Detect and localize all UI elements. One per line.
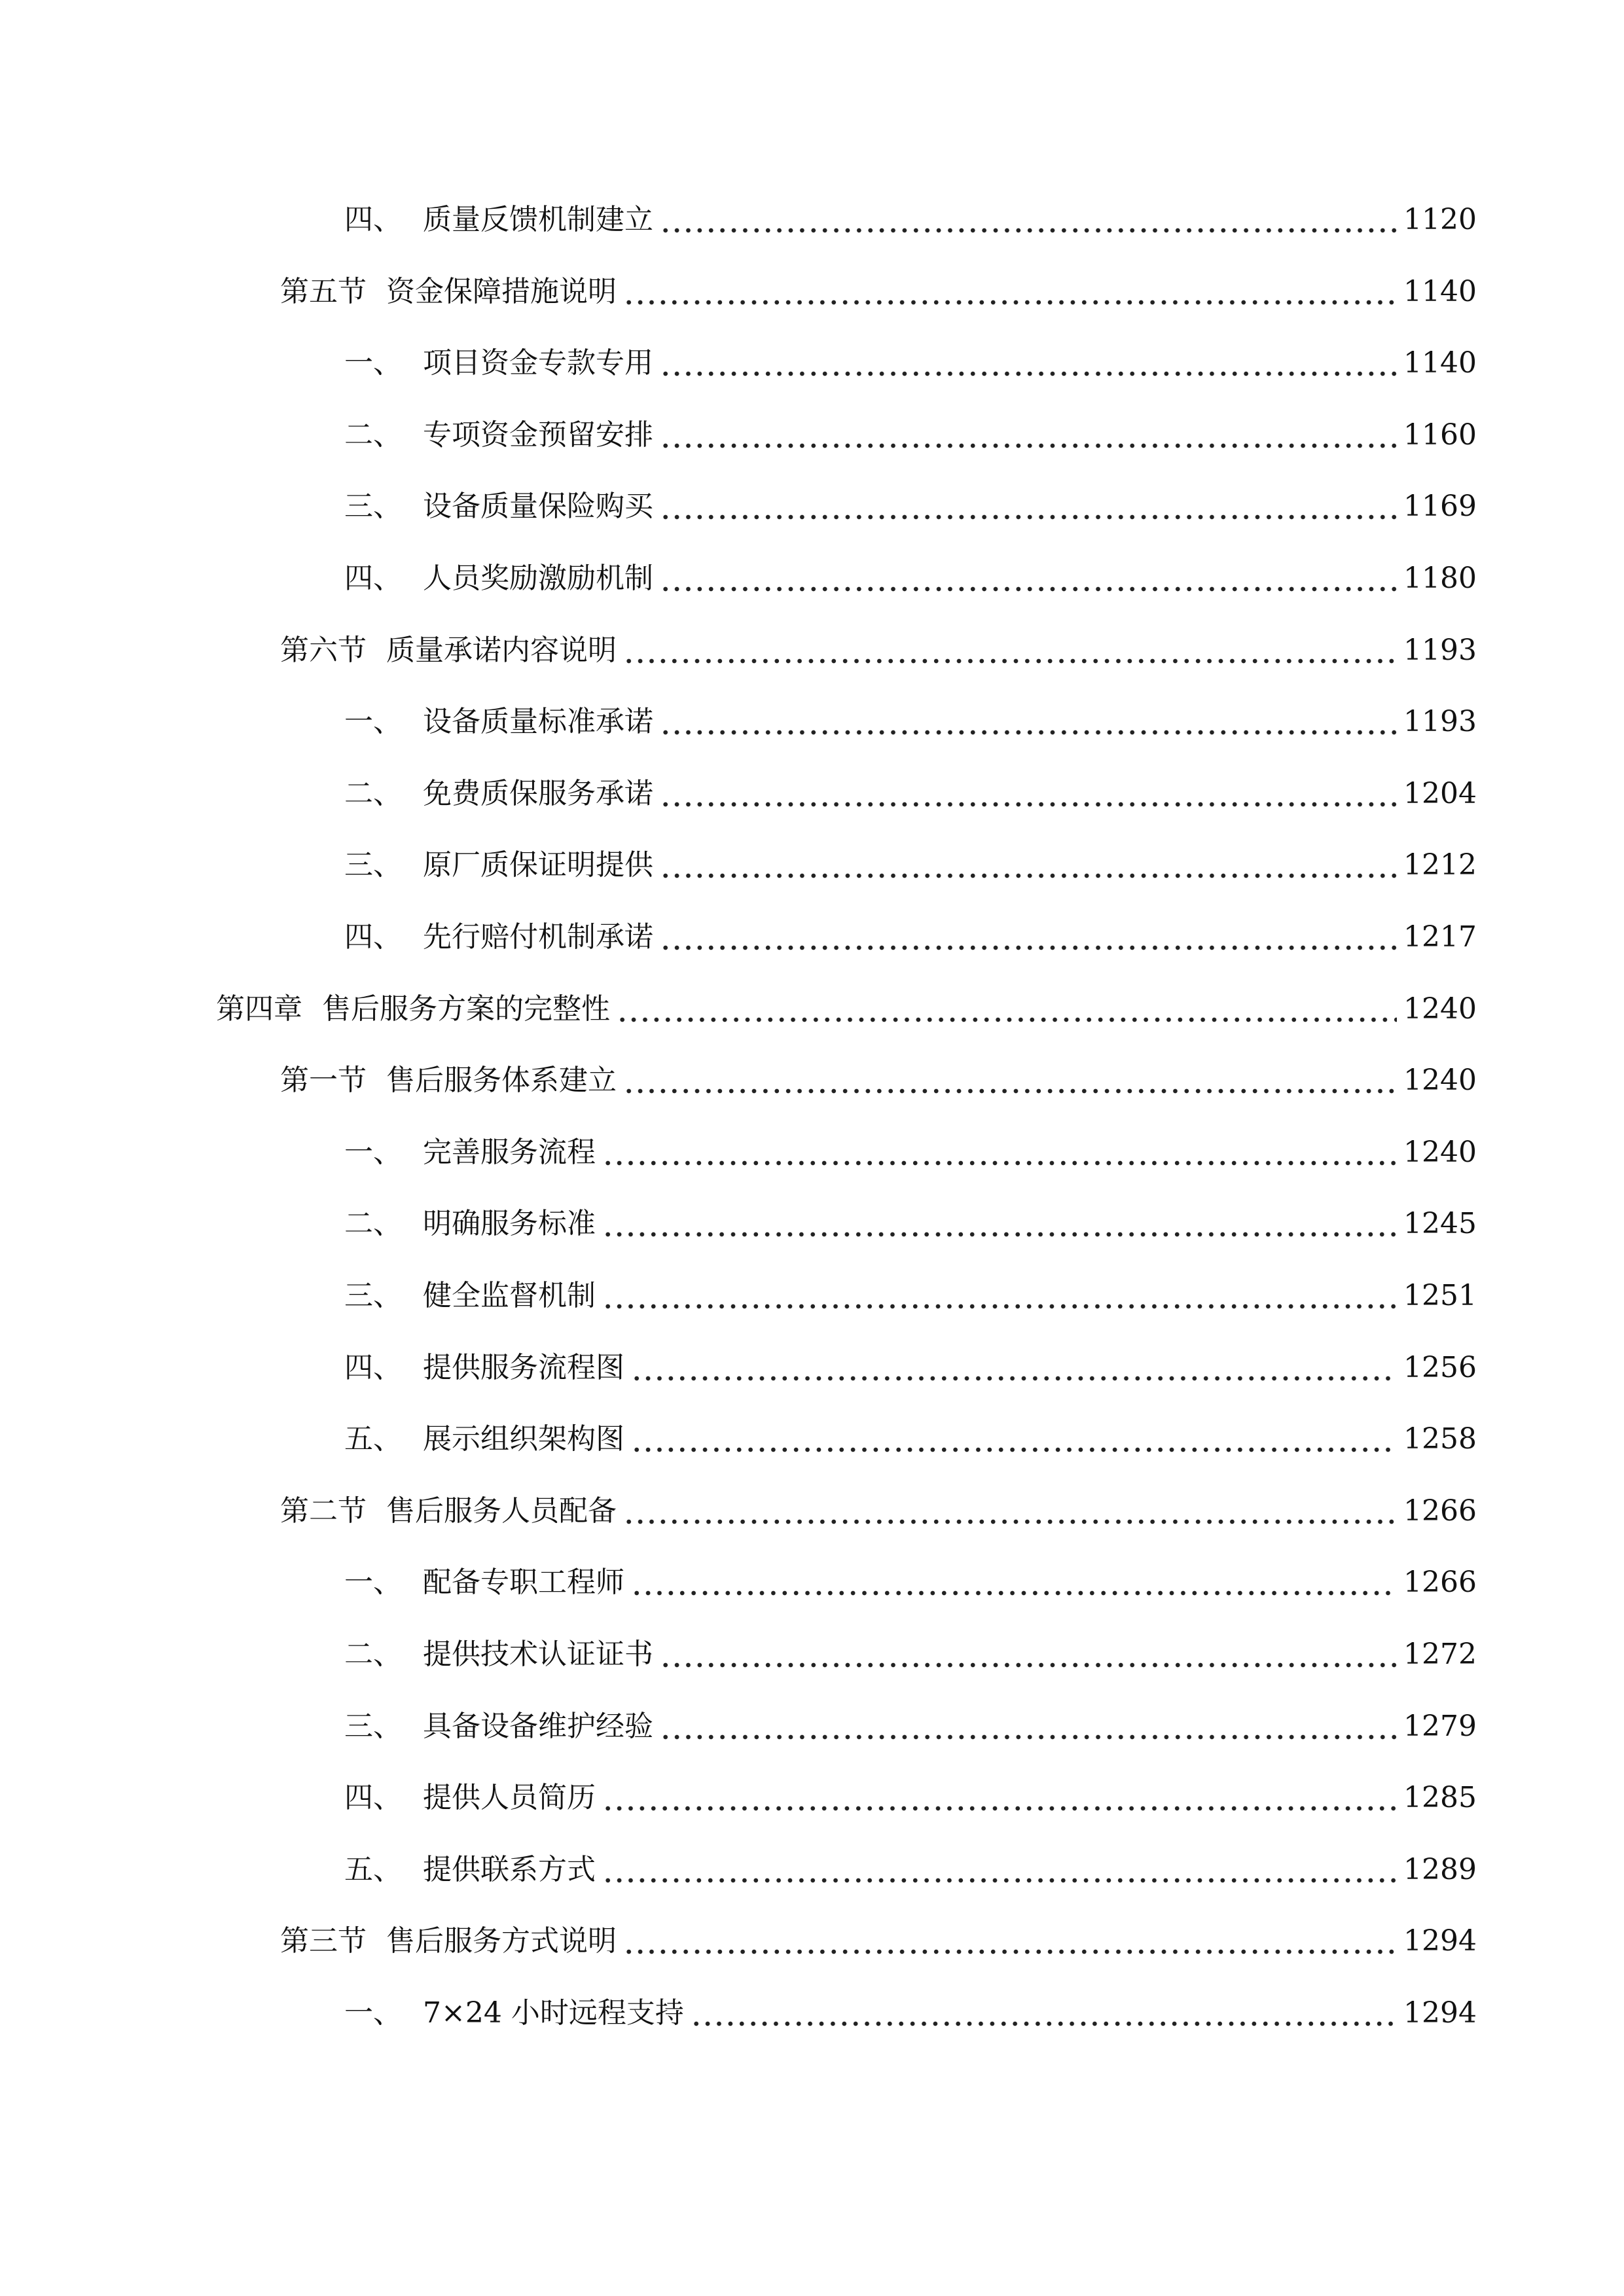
- toc-entry-number: 四、: [344, 1781, 402, 1814]
- toc-entry-page: 1279: [1403, 1710, 1477, 1743]
- toc-entry-number: 第六节: [280, 634, 367, 667]
- toc-entry-page: 1120: [1403, 203, 1477, 236]
- toc-entry-page: 1266: [1403, 1566, 1477, 1599]
- toc-entry-page: 1245: [1403, 1207, 1477, 1240]
- toc-entry-page: 1294: [1403, 1996, 1477, 2030]
- toc-entry[interactable]: [280, 1054, 1477, 1107]
- toc-entry[interactable]: [344, 552, 1477, 605]
- toc-entry[interactable]: [344, 1987, 1477, 2039]
- toc-dot-leader: [623, 1066, 1397, 1095]
- toc-entry-number: 四、: [344, 203, 402, 236]
- toc-entry-number: 一、: [344, 1566, 402, 1599]
- toc-entry-page: 1193: [1403, 634, 1477, 667]
- toc-entry[interactable]: [344, 1556, 1477, 1609]
- toc-entry-number: 第二节: [280, 1494, 367, 1528]
- toc-entry[interactable]: [344, 696, 1477, 748]
- toc-entry-page: 1258: [1403, 1422, 1477, 1456]
- toc-dot-leader: [660, 1712, 1397, 1741]
- toc-entry-title: 人员奖励激励机制: [423, 562, 653, 595]
- toc-entry-page: 1294: [1403, 1924, 1477, 1958]
- toc-dot-leader: [602, 1784, 1397, 1812]
- toc-entry-number: 四、: [344, 920, 402, 954]
- toc-entry-number: 二、: [344, 1638, 402, 1671]
- toc-dot-leader: [660, 851, 1397, 880]
- toc-entry-number: 三、: [344, 848, 402, 882]
- toc-entry-number: 二、: [344, 418, 402, 452]
- toc-dot-leader: [602, 1210, 1397, 1238]
- toc-entry-title: 提供联系方式: [423, 1853, 596, 1886]
- toc-dot-leader: [660, 923, 1397, 952]
- toc-entry-page: 1180: [1403, 562, 1477, 595]
- toc-dot-leader: [691, 1999, 1397, 2028]
- toc-dot-leader: [623, 278, 1397, 306]
- toc-entry-number: 第四章: [216, 992, 302, 1026]
- toc-dot-leader: [617, 995, 1397, 1024]
- toc-entry-page: 1240: [1403, 1064, 1477, 1097]
- toc-entry-title: 售后服务方式说明: [386, 1924, 617, 1958]
- toc-entry-page: 1285: [1403, 1781, 1477, 1814]
- toc-dot-leader: [660, 206, 1397, 234]
- toc-entry[interactable]: [344, 194, 1477, 246]
- toc-entry-number: 一、: [344, 1996, 402, 2030]
- toc-entry-title: 设备质量保险购买: [423, 490, 653, 523]
- toc-entry[interactable]: [280, 1485, 1477, 1537]
- toc-entry[interactable]: [344, 1628, 1477, 1681]
- toc-entry-page: 1140: [1403, 275, 1477, 308]
- toc-entry-page: 1251: [1403, 1279, 1477, 1312]
- toc-entry[interactable]: [344, 337, 1477, 389]
- toc-entry-title: 具备设备维护经验: [423, 1710, 653, 1743]
- toc-dot-leader: [631, 1425, 1397, 1454]
- toc-entry-number: 五、: [344, 1853, 402, 1886]
- toc-entry-page: 1193: [1403, 705, 1477, 738]
- toc-entry-title: 展示组织架构图: [423, 1422, 624, 1456]
- toc-entry-title: 配备专职工程师: [423, 1566, 624, 1599]
- toc-entry[interactable]: [344, 839, 1477, 891]
- toc-dot-leader: [660, 1640, 1397, 1669]
- toc-entry-number: 一、: [344, 346, 402, 380]
- toc-entry-number: 第五节: [280, 275, 367, 308]
- toc-entry-number: 一、: [344, 705, 402, 738]
- toc-dot-leader: [631, 1568, 1397, 1597]
- toc-entry-number: 一、: [344, 1136, 402, 1169]
- toc-entry-title: 售后服务体系建立: [386, 1064, 617, 1097]
- toc-entry-number: 二、: [344, 777, 402, 810]
- toc-entry-title: 先行赔付机制承诺: [423, 920, 653, 954]
- toc-entry-number: 第三节: [280, 1924, 367, 1958]
- toc-entry-title: 提供人员简历: [423, 1781, 596, 1814]
- toc-entry-number: 三、: [344, 1710, 402, 1743]
- toc-entry-title: 售后服务人员配备: [386, 1494, 617, 1528]
- toc-entry-number: 第一节: [280, 1064, 367, 1097]
- toc-dot-leader: [660, 492, 1397, 521]
- toc-entry-page: 1204: [1403, 777, 1477, 810]
- toc-entry-title: 设备质量标准承诺: [423, 705, 653, 738]
- toc-entry-number: 四、: [344, 562, 402, 595]
- toc-entry-page: 1256: [1403, 1351, 1477, 1384]
- toc-entry-number: 三、: [344, 1279, 402, 1312]
- toc-entry[interactable]: [344, 1342, 1477, 1394]
- toc-entry-title: 资金保障措施说明: [386, 275, 617, 308]
- toc-entry[interactable]: [280, 624, 1477, 677]
- toc-entry-title: 提供技术认证证书: [423, 1638, 653, 1671]
- toc-entry-title: 健全监督机制: [423, 1279, 596, 1312]
- toc-entry[interactable]: [344, 1126, 1477, 1179]
- toc-entry-title: 完善服务流程: [423, 1136, 596, 1169]
- toc-entry-page: 1160: [1403, 418, 1477, 452]
- toc-entry-page: 1240: [1403, 992, 1477, 1026]
- toc-dot-leader: [602, 1282, 1397, 1310]
- toc-entry-title: 明确服务标准: [423, 1207, 596, 1240]
- toc-entry-number: 四、: [344, 1351, 402, 1384]
- toc-entry[interactable]: [280, 1915, 1477, 1967]
- toc-dot-leader: [602, 1856, 1397, 1884]
- toc-entry-number: 五、: [344, 1422, 402, 1456]
- toc-entry[interactable]: [344, 1844, 1477, 1896]
- toc-entry[interactable]: [344, 409, 1477, 461]
- toc-entry-number: 三、: [344, 490, 402, 523]
- toc-entry-page: 1289: [1403, 1853, 1477, 1886]
- toc-entry[interactable]: [344, 1413, 1477, 1465]
- toc-dot-leader: [660, 349, 1397, 378]
- toc-entry[interactable]: [344, 911, 1477, 963]
- toc-entry-title: 质量反馈机制建立: [423, 203, 653, 236]
- toc-entry-number: 二、: [344, 1207, 402, 1240]
- toc-entry-page: 1140: [1403, 346, 1477, 380]
- toc-entry-title: 质量承诺内容说明: [386, 634, 617, 667]
- toc-entry-title: 项目资金专款专用: [423, 346, 653, 380]
- toc-entry-title: 7×24 小时远程支持: [423, 1996, 684, 2030]
- toc-dot-leader: [660, 564, 1397, 593]
- toc-entry[interactable]: [344, 768, 1477, 820]
- toc-dot-leader: [623, 636, 1397, 665]
- toc-entry-title: 售后服务方案的完整性: [322, 992, 610, 1026]
- toc-entry[interactable]: [344, 480, 1477, 533]
- toc-entry-page: 1266: [1403, 1494, 1477, 1528]
- toc-dot-leader: [660, 421, 1397, 450]
- toc-entry[interactable]: [280, 266, 1477, 318]
- toc-dot-leader: [631, 1354, 1397, 1382]
- toc-dot-leader: [660, 708, 1397, 736]
- toc-entry[interactable]: [344, 1198, 1477, 1250]
- toc-entry-page: 1240: [1403, 1136, 1477, 1169]
- toc-entry-title: 原厂质保证明提供: [423, 848, 653, 882]
- toc-entry-title: 提供服务流程图: [423, 1351, 624, 1384]
- toc-entry[interactable]: [344, 1700, 1477, 1753]
- toc-entry-page: 1217: [1403, 920, 1477, 954]
- toc-entry-page: 1272: [1403, 1638, 1477, 1671]
- toc-entry[interactable]: [344, 1270, 1477, 1322]
- toc-dot-leader: [623, 1497, 1397, 1526]
- toc-entry-title: 专项资金预留安排: [423, 418, 653, 452]
- toc-entry-title: 免费质保服务承诺: [423, 777, 653, 810]
- toc-dot-leader: [660, 780, 1397, 808]
- toc-dot-leader: [602, 1138, 1397, 1167]
- toc-entry-page: 1169: [1403, 490, 1477, 523]
- toc-entry[interactable]: [344, 1772, 1477, 1824]
- toc-entry[interactable]: [216, 983, 1477, 1035]
- toc-dot-leader: [623, 1927, 1397, 1956]
- toc-entry-page: 1212: [1403, 848, 1477, 882]
